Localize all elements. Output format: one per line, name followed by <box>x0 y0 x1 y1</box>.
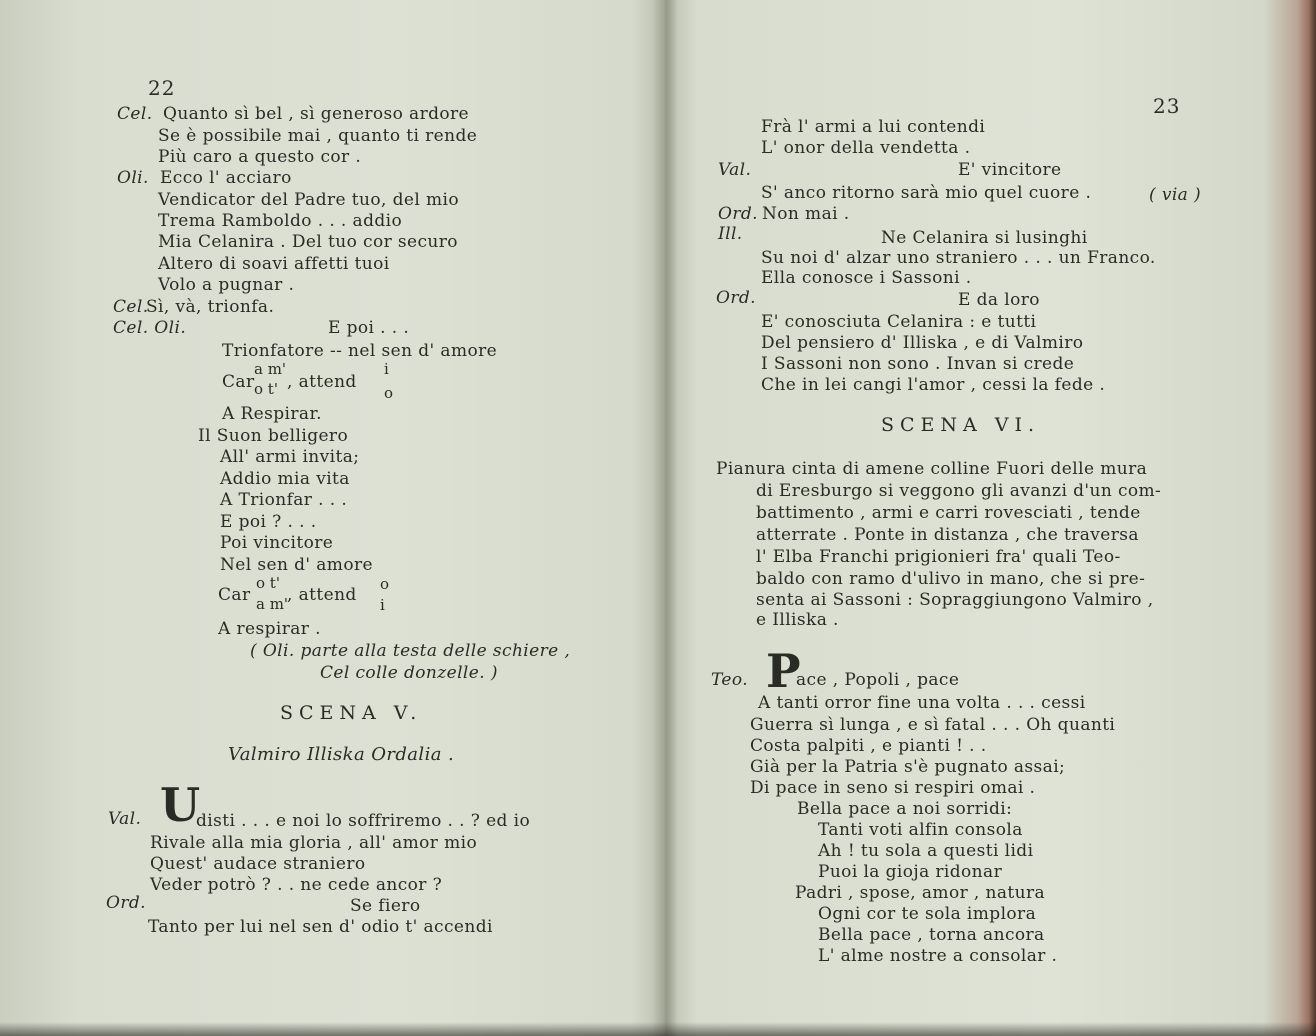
verse-line: I Sassoni non sono . Invan si crede <box>761 354 1075 374</box>
verse-line: E' vincitore <box>958 160 1062 180</box>
verse-line: Trionfatore -- nel sen d' amore <box>222 341 498 361</box>
verse-line: Più caro a questo cor . <box>158 147 362 167</box>
speaker-label: Cel. <box>117 104 153 124</box>
verse-line: Mia Celanira . Del tuo cor securo <box>158 232 458 252</box>
page-number-right: 23 <box>1153 94 1181 118</box>
stacked-syllable: o t' <box>254 380 278 398</box>
verse-line: L' alme nostre a consolar . <box>818 946 1058 966</box>
verse-line: A Respirar. <box>222 404 322 424</box>
speaker-label: Cel. <box>113 297 149 317</box>
drop-cap: P <box>766 644 801 698</box>
verse-line: Del pensiero d' Illiska , e di Valmiro <box>761 333 1084 353</box>
verse-line: Ecco l' acciaro <box>160 168 292 188</box>
verse-line: Guerra sì lunga , e sì fatal . . . Oh quanti <box>750 715 1116 735</box>
stage-direction: Cel colle donzelle. ) <box>320 663 498 683</box>
stage-direction: ( Oli. parte alla testa delle schiere , <box>250 641 571 661</box>
verse-line: Altero di soavi affetti tuoi <box>158 254 390 274</box>
verse-line: E poi . . . <box>328 318 410 338</box>
verse-line: Puoi la gioja ridonar <box>818 862 1003 882</box>
verse-line: A respirar . <box>218 619 321 639</box>
verse-line: Bella pace a noi sorridi: <box>797 799 1013 819</box>
verse-line: E poi ? . . . <box>220 512 317 532</box>
verse-line: Il Suon belligero <box>198 426 349 446</box>
speaker-label: Ord. <box>106 893 146 913</box>
speaker-label: Val. <box>718 160 752 180</box>
stacked-syllable: a m' <box>254 360 287 378</box>
verse-line: disti . . . e noi lo soffriremo . . ? ed io <box>196 811 531 831</box>
scene-heading: SCENA V. <box>280 702 423 724</box>
speaker-label: Ord. <box>718 204 758 224</box>
verse-line: Bella pace , torna ancora <box>818 925 1045 945</box>
verse-line: E da loro <box>958 290 1040 310</box>
verse-line: Ah ! tu sola a questi lidi <box>818 841 1034 861</box>
verse-line: , attend <box>287 372 357 392</box>
verse-line: , attend <box>287 585 357 605</box>
speaker-label: Cel. Oli. <box>113 318 187 338</box>
scene-description: e Illiska . <box>756 610 839 630</box>
speaker-label: Teo. <box>711 670 749 690</box>
verse-line: Trema Ramboldo . . . addio <box>158 211 403 231</box>
page-edge <box>1298 0 1316 1036</box>
stacked-syllable: a m' <box>256 595 289 613</box>
verse-line: L' onor della vendetta . <box>761 138 971 158</box>
verse-line: Veder potrò ? . . ne cede ancor ? <box>150 875 443 895</box>
verse-line: Tanti voti alfin consola <box>818 820 1023 840</box>
speaker-label: Oli. <box>117 168 149 188</box>
verse-line: Addio mia vita <box>220 469 350 489</box>
verse-line: Ella conosce i Sassoni . <box>761 268 972 288</box>
verse-line: Car <box>222 372 255 392</box>
stage-direction: ( via ) <box>1149 185 1202 205</box>
scene-description: Pianura cinta di amene colline Fuori delle mura <box>716 459 1148 479</box>
verse-line: Non mai . <box>762 204 850 224</box>
verse-line: ace , Popoli , pace <box>796 670 960 690</box>
verse-line: Che in lei cangi l'amor , cessi la fede . <box>761 375 1106 395</box>
verse-line: Quest' audace straniero <box>150 854 366 874</box>
verse-line: Nel sen d' amore <box>220 555 373 575</box>
verse-line: Frà l' armi a lui contendi <box>761 117 986 137</box>
verse-line: S' anco ritorno sarà mio quel cuore . <box>761 183 1092 203</box>
verse-line: Tanto per lui nel sen d' odio t' accendi <box>148 917 493 937</box>
verse-line: Di pace in seno si respiri omai . <box>750 778 1036 798</box>
speaker-label: Ord. <box>716 288 756 308</box>
right-page <box>663 0 1316 1036</box>
drop-cap: U <box>160 778 201 832</box>
verse-line: Volo a pugnar . <box>158 275 295 295</box>
scene-description: di Eresburgo si veggono gli avanzi d'un com- <box>756 481 1162 501</box>
verse-line: Car <box>218 585 251 605</box>
verse-line: Ne Celanira si lusinghi <box>881 228 1088 248</box>
verse-line: Già per la Patria s'è pugnato assai; <box>750 757 1066 777</box>
scene-description: senta ai Sassoni : Sopraggiungono Valmiro , <box>756 590 1154 610</box>
bottom-shadow <box>0 1022 1316 1036</box>
stacked-syllable: o <box>384 384 394 402</box>
stacked-syllable: i <box>384 360 389 378</box>
speaker-label: Val. <box>108 809 142 829</box>
page-number-left: 22 <box>148 76 176 100</box>
stacked-syllable: o <box>380 575 390 593</box>
verse-line: E' conosciuta Celanira : e tutti <box>761 312 1037 332</box>
scene-description: atterrate . Ponte in distanza , che traversa <box>756 525 1139 545</box>
stacked-syllable: i <box>380 596 385 614</box>
verse-line: Ogni cor te sola implora <box>818 904 1037 924</box>
verse-line: Poi vincitore <box>220 533 334 553</box>
verse-line: Padri , spose, amor , natura <box>795 883 1046 903</box>
verse-line: A tanti orror fine una volta . . . cessi <box>758 693 1086 713</box>
verse-line: A Trionfar . . . <box>220 490 348 510</box>
verse-line: Se è possibile mai , quanto ti rende <box>158 126 478 146</box>
verse-line: Vendicator del Padre tuo, del mio <box>158 190 459 210</box>
scene-heading: SCENA VI. <box>881 414 1041 436</box>
verse-line: Sì, và, trionfa. <box>146 297 275 317</box>
verse-line: Costa palpiti , e pianti ! . . <box>750 736 987 756</box>
scene-description: baldo con ramo d'ulivo in mano, che si pre- <box>756 569 1146 589</box>
verse-line: Su noi d' alzar uno straniero . . . un Franco. <box>761 248 1156 268</box>
scene-description: battimento , armi e carri rovesciati , tende <box>756 503 1141 523</box>
speaker-label: Ill. <box>718 224 743 244</box>
characters-line: Valmiro Illiska Ordalia . <box>228 744 455 765</box>
verse-line: All' armi invita; <box>220 447 360 467</box>
verse-line: Se fiero <box>350 896 421 916</box>
verse-line: Rivale alla mia gloria , all' amor mio <box>150 833 478 853</box>
verse-line: Quanto sì bel , sì generoso ardore <box>163 104 470 124</box>
scene-description: l' Elba Franchi prigionieri fra' quali Teo- <box>756 547 1121 567</box>
stacked-syllable: o t' <box>256 574 280 592</box>
